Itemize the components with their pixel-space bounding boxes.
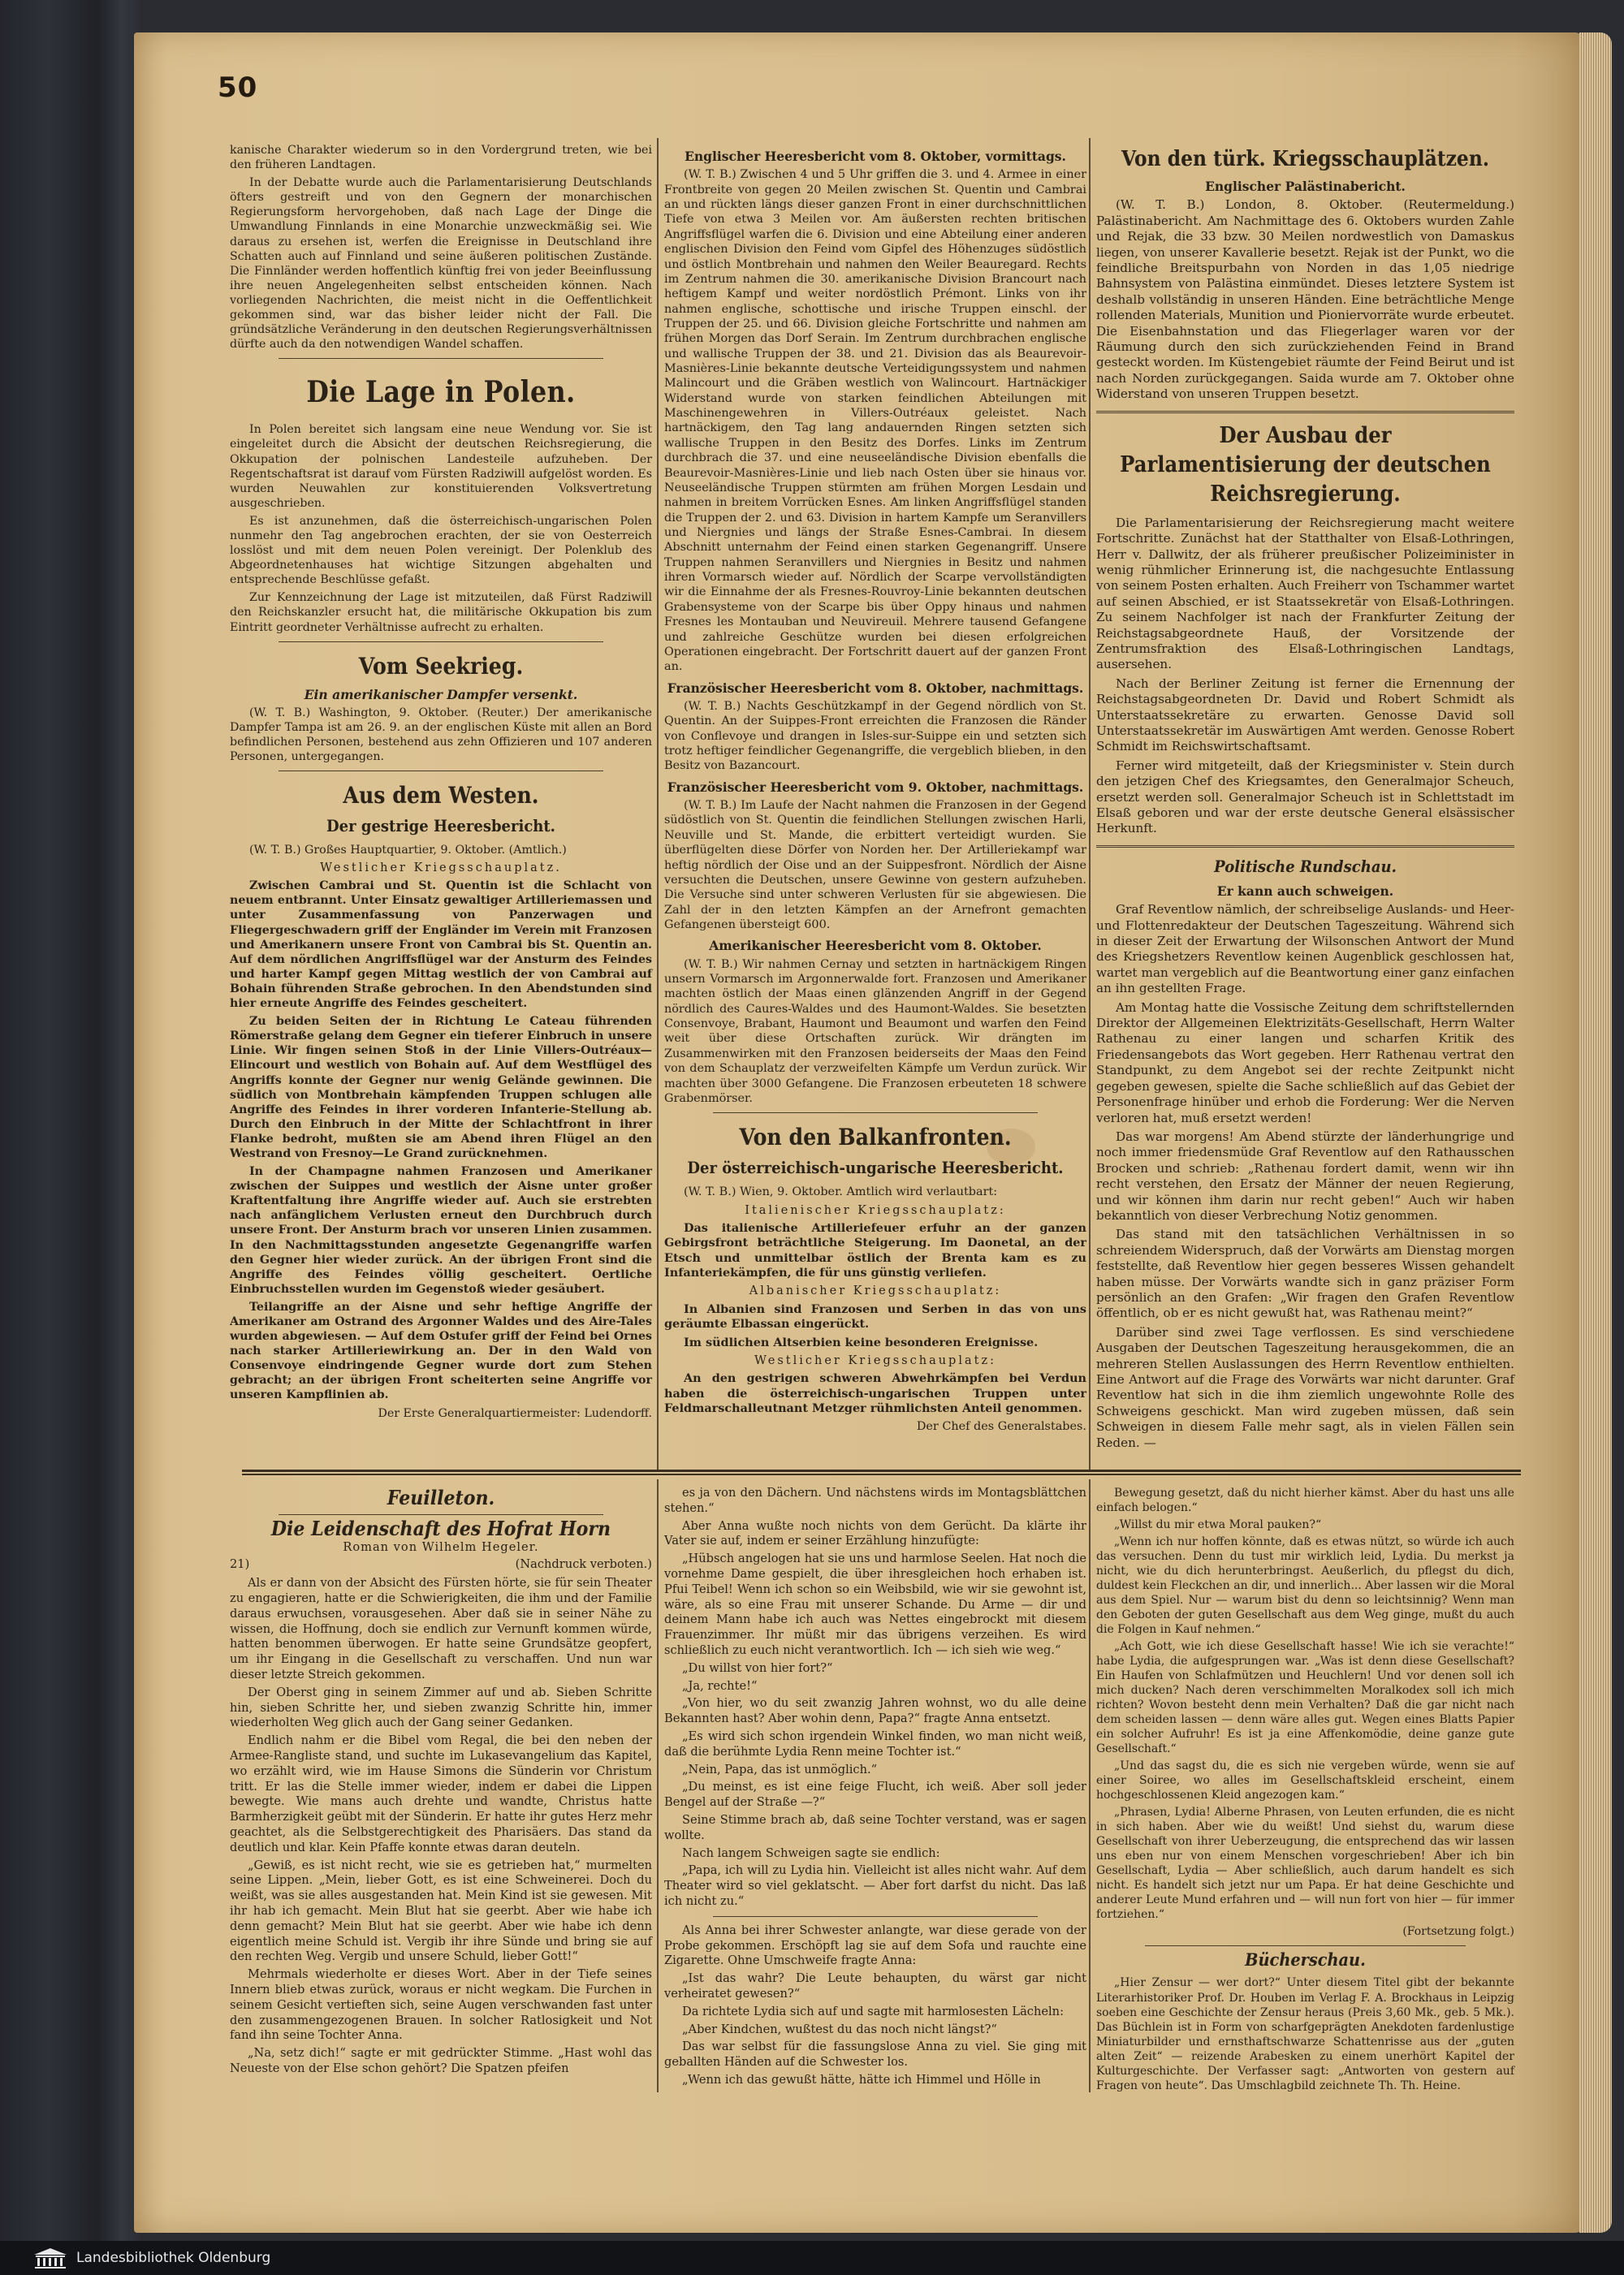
article-paragraph: Darüber sind zwei Tage verflossen. Es sind verschiedene Ausgaben der Deutschen Tageszeitung herausgekommen, die an mehreren Stellen Auslassungen des Herrn Reventlow enthielten. Eine Antwort auf die Frage des Vorwärts war nicht darunter. Graf Reventlow hat sich in die ihm ziemlich ungewohnte Rolle des Schweigens geschickt. Man wird zugeben müssen, daß sein Schweigen in diesem Falle mehr sagt, als in vielen Fällen sein Reden. — xyxy=(1096,1324,1514,1450)
feuilleton-column-2 xyxy=(664,1486,1086,2091)
headline-ausbau: Der Ausbau der Parlamentisierung der deutschen Reichsregierung. xyxy=(1120,422,1491,507)
headline-seekrieg: Vom Seekrieg. xyxy=(358,652,524,680)
story-paragraph: „Du willst von hier fort?“ xyxy=(682,1660,833,1675)
story-paragraph: „Wenn ich das gewußt hätte, hätte ich Himmel und Hölle in xyxy=(682,2072,1041,2087)
continuation-note: (Fortsetzung folgt.) xyxy=(1402,1925,1514,1939)
article-paragraph: (W. T. B.) Zwischen 4 und 5 Uhr griffen die 3. und 4. Armee in einer Frontbreite von gegen 20 Meilen zwischen St. Quentin und Cambrai an und rückten längs dieser ganzen Front in einer durchschnittlichen Tiefe von etwa 3 Meilen vor. Am äußersten rechten britischen Angriffsflügel warfen die 6. Division und eine Abteilung einer anderen englischen Division den Feind vom Gipfel des Höhenzuges südöstlich und östlich Montbrehain und nahmen den Weiler Beauregard. Rechts im Zentrum nahmen die 30. amerikanische Division Brancourt nach heftigem Kampf und weiter nordöstlich Prémont. Links von ihr nahmen englische, schottische und irische Truppen einschl. der Truppen der 25. und 66. Division gleiche Fortschritte und nahmen am frühen Morgen das Dorf Serain. Im Zentrum durchbrachen englische und wallische Truppen der 38. und 21. Division das als Beaurevoir-Masnières-Linie bekannte deutsche Verteidigungssystem und nahmen Malincourt und die Gräben westlich von Walincourt. Hartnäckiger Widerstand wurde von starken feindlichen Abteilungen mit Maschinengewehren in Villers-Outréaux geleistet. Nach hartnäckigem, den Tag lang andauernden Ringen setzten sich wallische Truppen in den Besitz des Dorfes. Links im Zentrum durchbrach die 37. und eine neuseeländische Division ebenfalls die Beaurevoir-Masnières-Linie und lieb nach Osten über sie hinaus vor. Neuseeländische Truppen stürmten am frühen Morgen Lesdain und nahmen in breitem Vorrücken Esnes. Am linken Angriffsflügel standen die Truppen der 2. und 63. Division in hartem Kampfe um Seranvillers und Niergnies und längs der Straße Esnes-Cambrai. In diesem Abschnitt unternahm der Feind einen starken Gegenangriff. Unsere Truppen nahmen Seranvillers und Niergnies in Besitz und nahmen ihren Vormarsch wieder auf. Nördlich der Scarpe vervollständigten wir die Einnahme der als Fresnes-Rouvroy-Linie bekannten deutschen Grabensysteme von der Scarpe bis über Oppy hinaus und nahmen Fresnes les Montauban und Neuvireuil. Mehrere tausend Gefangene und zahlreiche Geschütze wurden bei diesen erfolgreichen Operationen eingebracht. Der Fortschritt dauert auf der ganzen Front an. xyxy=(664,168,1086,674)
article-paragraph: In der Champagne nahmen Franzosen und Amerikaner zwischen der Suippes und westlich der Aisne unter großer Kraftentfaltung ihre Angriffe wieder auf. Auch sie erstrebten nach anfänglichem Verlusten erneut den Durchbruch durch unsere Front. Der Ansturm brach vor unseren Linien zusammen. In den Nachmittagsstunden angesetzte Gegenangriffe warfen den Gegner hier wieder zurück. An der übrigen Front sind die Angriffe des Feindes völlig gescheitert. Oertliche Einbruchsstellen wurden im Gegenstoß wieder gesäubert. xyxy=(230,1165,652,1296)
section-rule xyxy=(279,358,603,359)
feuilleton-column-3 xyxy=(1096,1486,1514,2096)
story-paragraph: „Gewiß, es ist nicht recht, wie sie es getrieben hat,“ murmelten seine Lippen. „Mein, lieber Gott, es ist eine Schweinerei. Doch du weißt, was sie alles ausgestanden hat. Mein Kind ist sie gewesen. Mit ihr hab ich gemacht. Mein Blut hat sie geerbt. Aber wie habe ich denn gemacht? Mein Blut hat sie geerbt. Aber wie habe ich denn eigentlich meine Schuld ist. Vergib ihr ihre Sünde und bring sie auf den rechten Weg. Vergib und unsere Schuld, lieber Gott!“ xyxy=(230,1858,652,1964)
report-heading: Englischer Heeresbericht vom 8. Oktober, vormittags. xyxy=(685,149,1066,164)
story-paragraph: „Ja, rechte!“ xyxy=(682,1678,758,1693)
article-paragraph: (W. T. B.) Nachts Geschützkampf in der Gegend nördlich von St. Quentin. An der Suippes-Front erreichten die Franzosen die Ränder von Conflevoye und drangen in Isles-sur-Suippe ein und setzten sich trotz heftiger feindlicher Gegenangriffe, die vergeblich blieben, in den Besitz von Bazancourt. xyxy=(664,699,1086,773)
column-1 xyxy=(230,143,652,1424)
article-paragraph: Graf Reventlow nämlich, der schreibselige Auslands- und Heer- und Flottenredakteur der Deutschen Tageszeitung. Während sich in dieser Zeit der Erwartung der Wilsonschen Antwort der Mund des Kriegshetzers Reventlow keinen Augenblick geschlossen hat, wartet man vergeblich auf die Beantwortung einer ganz einfachen an ihn gestellten Frage. xyxy=(1096,902,1514,996)
article-paragraph: Im südlichen Altserbien keine besonderen Ereignisse. xyxy=(684,1335,1039,1349)
story-paragraph: Aber Anna wußte noch nichts von dem Gerücht. Da klärte ihr Vater sie auf, indem er seiner Erzählung hinzufügte: xyxy=(664,1518,1086,1548)
novel-byline: Roman von Wilhelm Hegeler. xyxy=(343,1539,539,1554)
article-paragraph: (W. T. B.) Washington, 9. Oktober. (Reuter.) Der amerikanische Dampfer Tampa ist am 26. 9. an der englischen Küste mit allen an Bord befindlichen Personen, bestehend aus zehn Offizieren und 107 anderen Personen, untergegangen. xyxy=(230,706,652,763)
article-paragraph: Das war morgens! Am Abend stürzte der länderhungrige und noch immer friedensmüde Graf Reventlow auf den Rathausschen Brocken und schrieb: „Rathenau fordert damit, wenn wir ihn recht verstehen, den Ersatz der Männer der neuen Regierung, und wir können ihm darin nur recht geben!“ Auch wir haben bekanntlich von dieser Verbrechung Notiz genommen. xyxy=(1096,1129,1514,1223)
story-paragraph: „Ist das wahr? Die Leute behaupten, du wärst gar nicht verheiratet gewesen?“ xyxy=(664,1971,1086,2001)
dateline: (W. T. B.) Großes Hauptquartier, 9. Oktober. (Amtlich.) xyxy=(249,844,567,857)
report-heading: Amerikanischer Heeresbericht vom 8. Oktober. xyxy=(709,938,1042,954)
feuilleton-divider xyxy=(242,1470,1521,1475)
signature: Der Erste Generalquartiermeister: Ludendorff. xyxy=(378,1406,652,1420)
story-paragraph: Seine Stimme brach ab, daß seine Tochter verstand, was er sagen wollte. xyxy=(664,1812,1086,1842)
story-paragraph: es ja von den Dächern. Und nächstens wirds im Montagsblättchen stehen.“ xyxy=(664,1486,1086,1515)
column-2 xyxy=(664,143,1086,1438)
story-paragraph: Bewegung gesetzt, daß du nicht hierher kämst. Aber du hast uns alle einfach belogen.“ xyxy=(1096,1487,1515,1515)
story-paragraph: „Von hier, wo du seit zwanzig Jahren wohnst, wo du alle deine Bekannten hast? Aber wohin denn, Papa?“ fragte Anna entsetzt. xyxy=(664,1696,1086,1726)
section-rule xyxy=(1096,411,1514,413)
headline-tuerk: Von den türk. Kriegsschauplätzen. xyxy=(1121,147,1489,171)
article-paragraph: In Albanien sind Franzosen und Serben in das von uns geräumte Elbassan eingerückt. xyxy=(664,1302,1086,1332)
section-label: Westlicher Kriegsschauplatz. xyxy=(320,861,562,875)
headline-westen: Aus dem Westen. xyxy=(343,782,539,809)
article-paragraph: (W. T. B.) Im Laufe der Nacht nahmen die Franzosen in der Gegend südöstlich von St. Quentin die feindlichen Stellungen zwischen Harli, Neuville und St. Mande, die erbittert verteidigt wurden. Sie überflügelten diese Dörfer von Norden her. Der Artilleriekampf war heftig nördlich der Oise und an der Suippesfront. Nördlich der Aisne versuchten die Deutschen, unsere Gewinne von gestern aufzuheben. Die Versuche sind unter schweren Verlusten für sie abgewiesen. Die Zahl der in den letzten Kämpfen an der Arnefront gemachten Gefangenen übersteigt 600. xyxy=(664,799,1086,931)
column-3 xyxy=(1096,143,1514,1454)
section-rule xyxy=(1145,1945,1466,1946)
story-paragraph: Das war selbst für die fassungslose Anna zu viel. Sie ging mit geballten Händen auf die Schwester los. xyxy=(664,2040,1086,2070)
section-label: Westlicher Kriegsschauplatz: xyxy=(754,1353,996,1367)
story-paragraph: „Papa, ich will zu Lydia hin. Vielleicht ist alles nicht wahr. Auf dem Theater wird so viel geklatscht. — Aber fort darfst du nicht. Das laß ich nicht zu.“ xyxy=(664,1863,1086,1908)
article-paragraph: Ferner wird mitgeteilt, daß der Kriegsminister v. Stein durch den jetzigen Chef des Kriegsamtes, den Generalmajor Scheuch, ersetzt werden soll. Generalmajor Scheuch ist in Schlettstadt im Elsaß geboren und war der erste deutsche General elsässischer Herkunft. xyxy=(1096,758,1514,836)
story-paragraph: Mehrmals wiederholte er dieses Wort. Aber in der Tiefe seines Innern blieb etwas zurück, woraus er nicht wegkam. Die Furchen in seinem Gesicht vertieften sich, seine Augen verschwanden fast unter den zusammengezogenen Brauen. In solcher Ratlosigkeit und Not fand ihn seine Tochter Anna. xyxy=(230,1967,652,2043)
article-paragraph: (W. T. B.) London, 8. Oktober. (Reutermeldung.) Palästinabericht. Am Nachmittage des 6. Oktobers wurden Zahle und Rejak, die 33 bzw. 30 Meilen nordwestlich von Damaskus liegen, von unserer Kavallerie besetzt. Rejak ist der Punkt, wo die feindliche Breitspurbahn von Norden in das 1,05 niedrige Bahnsystem von Palästina einmündet. Dieses letztere System ist deshalb vollständig in unseren Händen. Eine beträchtliche Menge rollenden Materials, Munition und Pioniervorräte wurde erbeutet. Die Eisenbahnstation und das Fliegerlager waren vor der Räumung durch den sich zurückziehenden Feind in Brand gesteckt worden. Im Küstengebiet räumte der Feind Beirut und ist nach Norden zurückgegangen. Saida wurde am 7. Oktober ohne Widerstand von unseren Truppen besetzt. xyxy=(1096,197,1514,402)
article-paragraph: Zwischen Cambrai und St. Quentin ist die Schlacht von neuem entbrannt. Unter Einsatz gewaltiger Artilleriemassen und unter Zusammenfassung von Panzerwagen und Fliegergeschwadern griff der Engländer im Verein mit Franzosen und Amerikanern unsere Front von Cambrai bis St. Quentin an. Auf dem nördlichen Angriffsflügel war der Ansturm des Feindes und harter Kampf gegen Mittag westlich der von Cambrai auf Bohain führenden Straße gebrochen. In den Abendstunden sind hier erneute Angriffe des Feindes gescheitert. xyxy=(230,879,652,1011)
installment-number: 21) xyxy=(230,1557,250,1572)
article-paragraph: Nach der Berliner Zeitung ist ferner die Ernennung der Reichstagsabgeordneten Dr. David und Robert Schmidt als Unterstaatssekretäre zu erwarten. Genosse David soll Unterstaatssekretär im Auswärtigen Amt werden. Genosse Robert Schmidt im Reichswirtschaftsamt. xyxy=(1096,676,1514,754)
story-paragraph: „Es wird sich schon irgendein Winkel finden, wo man nicht weiß, daß die berühmte Lydia Renn meine Tochter ist.“ xyxy=(664,1729,1086,1759)
page-number: 50 xyxy=(218,71,258,104)
report-heading: Französischer Heeresbericht vom 8. Oktober, nachmittags. xyxy=(667,680,1084,696)
article-paragraph: (W. T. B.) Wir nahmen Cernay und setzten in hartnäckigem Ringen unsern Vormarsch im Argonnerwalde fort. Franzosen und Amerikaner machten östlich der Maas einen glänzenden Angriff in der Gegend nördlich des Caures-Waldes und des Haumont-Waldes. Sie besetzten Consenvoye, Brabant, Haumont und Beaumont und warfen den Feind weit über diese Ortschaften zurück. Wir drängten im Zusammenwirken mit den Franzosen beiderseits der Maas den Feind von dem Schauplatz der verzweifelten Kämpfe um Verdun zurück. Wir machten über 3000 Gefangene. Die Franzosen erbeuteten 18 schwere Grabenmörser. xyxy=(664,957,1086,1105)
signature: Der Chef des Generalstabes. xyxy=(916,1420,1086,1434)
article-paragraph: In der Debatte wurde auch die Parlamentarisierung Deutschlands öfters gestreift und von den Gegnern der monarchischen Regierungsform hervorgehoben, daß nach Lage der Dinge die Umwandlung Finnlands in eine Monarchie unzweckmäßig sei. Wie daraus zu ersehen ist, werfen die Ereignisse in Deutschland ihre Schatten auch auf Finnland und seine äußeren politischen Zustände. Die Finnländer werden hoffentlich künftig frei von jeder Beeinflussung ihre neuen Angelegenheiten selbst entscheiden können. Nach vorliegenden Nachrichten, die meist nicht in die Oeffentlichkeit gekommen sind, war das bisher leider nicht der Fall. Die gründsätzliche Veränderung in den deutschen Regierungsverhältnissen dürfte auch da den notwendigen Wandel schaffen. xyxy=(230,176,652,352)
story-paragraph: Der Oberst ging in seinem Zimmer auf und ab. Sieben Schritte hin, sieben Schritte her, und sieben zwanzig Schritte hin, immer wiederholten Weg glich auch der Gang seiner Gedanken. xyxy=(230,1685,652,1730)
section-rule xyxy=(713,1112,1038,1113)
story-paragraph: „Ach Gott, wie ich diese Gesellschaft hasse! Wie ich sie verachte!“ habe Lydia, die aufgesprungen war. „Was ist denn diese Gesellschaft? Ein Haufen von Schlafmützen und Heuchlern! Und vor denen soll ich mich ducken? Nach deren verschimmelten Moralkodex soll ich mich richten? Wovon besteht denn mein Verhalten? Daß die gar nicht nach dem scheiden lassen — denn wäre alles gut. Wegen eines Blatts Papier ein solcher Aufruhr! Es ist ja eine Affenkomödie, deine ganze gute Gesellschaft.“ xyxy=(1096,1640,1514,1756)
headline-polen: Die Lage in Polen. xyxy=(306,375,576,410)
story-paragraph: Nach langem Schweigen sagte sie endlich: xyxy=(682,1845,940,1860)
reprint-note: (Nachdruck verboten.) xyxy=(515,1557,652,1572)
feuilleton-column-1 xyxy=(230,1486,652,2079)
headline-balkan: Von den Balkanfronten. xyxy=(739,1124,1012,1151)
novel-title: Die Leidenschaft des Hofrat Horn xyxy=(270,1516,611,1540)
article-paragraph: Zu beiden Seiten der in Richtung Le Cateau führenden Römerstraße gelang dem Gegner ein tieferer Einbruch in unsere Linie. Wir fingen seinen Stoß in der Linie Villers-Outréaux—Elincourt und westlich von Bohain auf. Auf dem Westflügel des Angriffs konnte der Gegner nur wenig Gelände gewinnen. Die südlich von Montbrehain kämpfenden Truppen schlugen alle Angriffe des Feindes in ihrer vorderen Infanterie-Stellung ab. Durch den Einbruch in der Mitte der Schlachtfront in ihrer Flanke bedroht, mußten sie am Abend ihren Flügel an den Westrand von Fresnoy—Le Grand zurücknehmen. xyxy=(230,1015,652,1160)
story-paragraph: Endlich nahm er die Bibel vom Regal, die bei den neben der Armee-Rangliste stand, und suchte im Lukasevangelium das Kapitel, wo erzählt wird, wie im Hause Simons die Sünderin vor Christum tritt. Er las die Stelle immer wieder, indem er dabei die Lippen bewegte. Wie mans auch drehte und wandte, Christus hatte Barmherzigkeit geübt mit der Sünderin. Er hatte ihr gutes Herz mehr geachtet, als die Selbstgerechtigkeit des Pharisäers. Das stand da deutlich und klar. Kein Pfaffe konnte etwas daran deuteln. xyxy=(230,1733,652,1854)
article-paragraph: An den gestrigen schweren Abwehrkämpfen bei Verdun haben die österreichisch-ungarischen Truppen unter Feldmarschalleutnant Metzger rühmlichsten Anteil genommen. xyxy=(664,1371,1086,1415)
section-rule xyxy=(713,1916,1038,1917)
subheadline: Englischer Palästinabericht. xyxy=(1205,179,1406,194)
article-paragraph: Das italienische Artilleriefeuer erfuhr an der ganzen Gebirgsfront beträchtliche Steigerung. Im Daonetal, an der Etsch und unmittelbar östlich der Brenta kam es zu Infanteriekämpfen, die für uns günstig verliefen. xyxy=(664,1221,1086,1280)
article-paragraph: In Polen bereitet sich langsam eine neue Wendung vor. Sie ist eingeleitet durch die Absicht der deutschen Reichsregierung, die Okkupation der polnischen Landesteile aufzuheben. Der Regentschaftsrat ist darauf vom Fürsten Radziwill aufgelöst worden. Es wurden Neuwahlen zur konstituierenden Volksvertretung ausgeschrieben. xyxy=(230,423,652,510)
subheadline: Der österreichisch-ungarische Heeresbericht. xyxy=(687,1158,1064,1178)
story-paragraph: „Na, setz dich!“ sagte er mit gedrückter Stimme. „Hast wohl das Neueste von der Else schon gehört? Die Spatzen pfeifen xyxy=(230,2046,652,2075)
viewer-footer xyxy=(0,2241,1624,2275)
section-label: Albanischer Kriegsschauplatz: xyxy=(749,1284,1002,1298)
feuilleton-heading: Feuilleton. xyxy=(387,1486,495,1509)
subheadline: Ein amerikanischer Dampfer versenkt. xyxy=(304,686,578,702)
column-rule xyxy=(1089,1479,1091,2092)
story-paragraph: „Hübsch angelogen hat sie uns und harmlose Seelen. Hat noch die vornehme Dame gespielt, die über ihresgleichen hoch erhaben ist. Pfui Teibel! Wenn ich schon so ein Weibsbild, wie wir sie gewohnt ist, wäre, als so eine Frau mit unserer Schande. Du Arme — dir und deinem Mann habe ich auch was Nettes eingebrockt mit diesem Frauenzimmer. Ihr müßt mir das übrigens verzeihen. Es wird schließlich zu euch nicht verantwortlich. Ich — ich sieh wie weg.“ xyxy=(664,1552,1086,1657)
library-name: Landesbibliothek Oldenburg xyxy=(76,2250,271,2266)
story-paragraph: „Wenn ich nur hoffen könnte, daß es etwas nützt, so würde ich auch das versuchen. Denn du tust mir wirklich leid, Lydia. Du merkst ja nicht, wie du dich herunterbringst. Aeußerlich, du pflegst du dich, duldest kein Fleckchen an dir, und innerlich... Aber lassen wir die Moral aus dem Spiel. Nur — warum bist du denn so leichtsinnig? Wenn man den Geboten der guten Gesellschaft aus dem Weg ginge, mußt du auch die Folgen in Kauf nehmen.“ xyxy=(1096,1535,1514,1637)
column-rule xyxy=(657,138,659,1470)
article-paragraph: Zur Kennzeichnung der Lage ist mitzuteilen, daß Fürst Radziwill den Reichskanzler ersucht hat, die militärische Okkupation bis zum Eintritt geordneter Verhältnisse aufrecht zu erhalten. xyxy=(230,591,652,634)
story-paragraph: „Phrasen, Lydia! Alberne Phrasen, von Leuten erfunden, die es nicht in sich haben. Aber wie du weißt! Und siehst du, warum diese Gesellschaft von ihrer Ueberzeugung, die entsprechend das wir lassen uns eben nur von einem Menschen vorgeschrieben! Aber ich bin Gesellschaft, Lydia — Aber schließlich, auch darum handelt es sich nicht. Es handelt sich jetzt nur um Papa. Er hat deine Geschichte und anderer Leute Mund erfahren und — will nun fort von hier — für immer fortziehen.“ xyxy=(1096,1806,1514,1922)
dateline: (W. T. B.) Wien, 9. Oktober. Amtlich wird verlautbart: xyxy=(684,1185,998,1199)
page-edge xyxy=(1579,32,1612,2233)
column-rule xyxy=(1089,138,1091,1470)
section-rule xyxy=(1096,845,1514,848)
article-paragraph: Am Montag hatte die Vossische Zeitung dem schriftstellernden Direktor der Allgemeinen Elektrizitäts-Gesellschaft, Herrn Walter Rathenau zu einer langen und scharfen Kritik des Friedensangebots das Wort gegeben. Herr Rathenau vertrat den Standpunkt, zu dem Angebot sei der rechte Zeitpunkt nicht gegeben gewesen, spielte die Sache schließlich auf das Gebiet der Personenfrage hinüber und erhob die Forderung: Wer die Nerven verloren hat, muß ersetzt werden! xyxy=(1096,999,1514,1125)
story-paragraph: Da richtete Lydia sich auf und sagte mit harmlosesten Lächeln: xyxy=(682,2004,1064,2018)
story-paragraph: „Aber Kindchen, wußtest du das noch nicht längst?“ xyxy=(682,2022,997,2036)
buecherschau-heading: Bücherschau. xyxy=(1245,1949,1366,1971)
story-paragraph: Als Anna bei ihrer Schwester anlangte, war diese gerade von der Probe gekommen. Erschöpft lag sie auf dem Sofa und rauchte eine Zigarette. Ohne Umschweife fragte Anna: xyxy=(664,1923,1086,1968)
article-paragraph: Es ist anzunehmen, daß die österreichisch-ungarischen Polen nunmehr den Tag angebrochen erachten, der sie von Oesterreich losslöst und mit dem neuen Polen vereinigt. Der Polenklub des Abgeordnetenhauses hat wichtige Sitzungen abgehalten und entsprechende Beschlüsse gefaßt. xyxy=(230,514,652,587)
story-paragraph: „Und das sagst du, die es sich nie vergeben würde, wenn sie auf einer Soiree, wo alles im Gesellschaftskleid erscheint, einem hochgeschlossenen Kleid angezogen kam.“ xyxy=(1096,1759,1514,1802)
section-rule xyxy=(279,641,603,642)
section-label: Italienischer Kriegsschauplatz: xyxy=(745,1203,1006,1217)
review-paragraph: „Hier Zensur — wer dort?“ Unter diesem Titel gibt der bekannte Literarhistoriker Prof. Dr. Houben im Verlag F. A. Brockhaus in Leipzig soeben eine Geschichte der Zensur heraus (Preis 3,60 Mk., geb. 5 Mk.). Das Büchlein ist in Form von scharfgeprägten Anekdoten fardenlustige Miniaturbilder und ernsthaftschwarze Schattenrisse aus der „guten alten Zeit“ — reizende Arabesken zu einem unerhört Kapitel der Kulturgeschichte. Der Verfasser sagt: „Antworten von gestern auf Fragen von heute“. Das Umschlagbild zeichnete Th. Th. Heine. xyxy=(1096,1976,1514,2092)
article-paragraph: Teilangriffe an der Aisne und sehr heftige Angriffe der Amerikaner am Ostrand des Argonner Waldes und des Aire-Tales wurden abgewiesen. — Auf dem Ostufer griff der Feind bei Ornes nach starker Artilleriewirkung an. Der in den Wald von Consenvoye eindringende Gegner wurde dort zum Stehen gebracht; an der übrigen Front scheiterten seine Angriffe vor unseren Kampflinien ab. xyxy=(230,1300,652,1402)
story-paragraph: „Du meinst, es ist eine feige Flucht, ich weiß. Aber soll jeder Bengel auf der Straße —?“ xyxy=(664,1780,1086,1810)
library-building-logo-icon xyxy=(32,2247,68,2269)
headline-rundschau: Politische Rundschau. xyxy=(1214,856,1397,876)
subheadline: Er kann auch schweigen. xyxy=(1216,883,1394,899)
story-paragraph: Als er dann von der Absicht des Fürsten hörte, sie für sein Theater zu engagieren, hatte er die Schwierigkeiten, die ihm und der Familie daraus erwuchsen, vorausgesehen. Aber daß sie in seiner Nähe zu wissen, die Hoffnung, doch sie endlich zur Vernunft kommen würde, hatten benommen überwogen. Er hatte seine Grundsätze geopfert, um ihr Eingang in die Gesellschaft zu verschaffen. Und nun war dieser letzte Streich gekommen. xyxy=(230,1576,652,1681)
story-paragraph: „Nein, Papa, das ist unmöglich.“ xyxy=(682,1762,878,1776)
subheadline: Der gestrige Heeresbericht. xyxy=(326,816,555,836)
column-rule xyxy=(657,1479,659,2092)
article-paragraph: Das stand mit den tatsächlichen Verhältnissen in so schreiendem Widerspruch, daß der Vorwärts am Dienstag morgen feststellte, daß Reventlow hier gegen besseres Wissen gehandelt haben müsse. Der Vorwärts wandte sich in ganz präziser Form persönlich an den Grafen: „Wir fragen den Grafen Reventlow öffentlich, ob er es nicht gewußt hat, was Rathenau meint?“ xyxy=(1096,1227,1514,1321)
report-heading: Französischer Heeresbericht vom 9. Oktober, nachmittags. xyxy=(667,779,1084,795)
story-paragraph: „Willst du mir etwa Moral pauken?“ xyxy=(1114,1518,1322,1532)
section-rule xyxy=(279,1514,603,1515)
article-paragraph: kanische Charakter wiederum so in den Vordergrund treten, wie bei den früheren Landtagen. xyxy=(230,144,652,172)
article-paragraph: Die Parlamentarisierung der Reichsregierung macht weitere Fortschritte. Zunächst hat der Statthalter von Elsaß-Lothringen, Herr v. Dallwitz, der als früherer preußischer Polizeiminister in wenig rühmlicher Erinnerung ist, die nachgesuchte Entlassung von seinem Posten erhalten. Auch Freiherr von Tschammer wartet auf seinen Abschied, er ist Staatssekretär von Elsaß-Lothringen. Zu seinem Nachfolger ist nach der Frankfurter Zeitung der Reichstagsabgeordnete Hauß, der Vorsitzende der Zentrumsfraktion des Elsaß-Lothringischen Landtags, ausersehen. xyxy=(1096,515,1514,672)
